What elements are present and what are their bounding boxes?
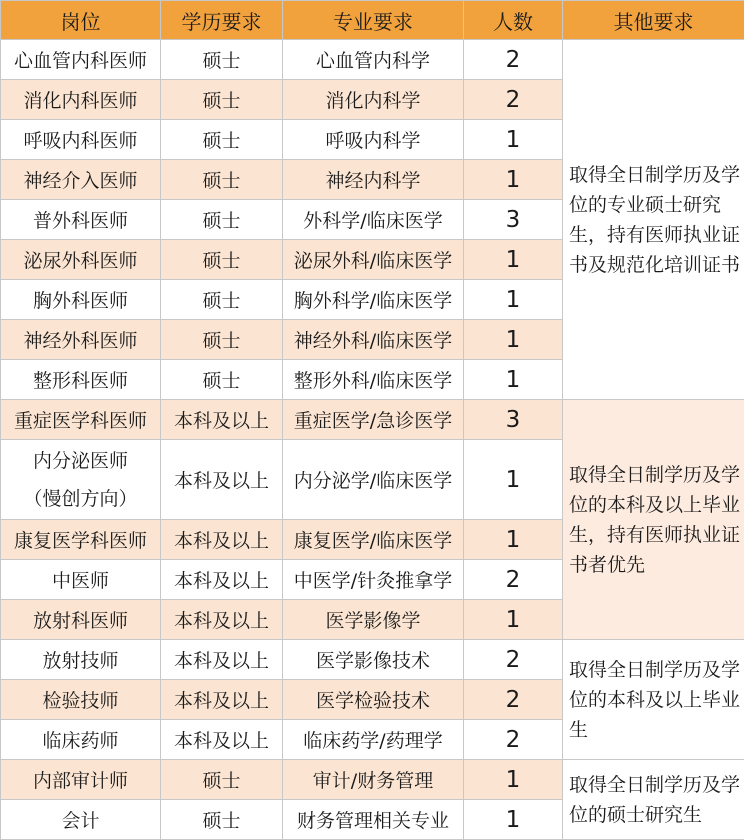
- cell-education: 硕士: [161, 120, 283, 160]
- cell-education: 本科及以上: [161, 560, 283, 600]
- cell-education: 硕士: [161, 200, 283, 240]
- cell-major: 心血管内科学: [283, 40, 464, 80]
- cell-post: 放射技师: [1, 640, 161, 680]
- cell-education: 本科及以上: [161, 640, 283, 680]
- cell-post-line1: 内分泌医师: [32, 449, 128, 472]
- cell-education: 硕士: [161, 240, 283, 280]
- cell-count: 1: [464, 760, 563, 800]
- cell-major: 医学影像学: [283, 600, 464, 640]
- cell-other-requirements: 取得全日制学历及学位的本科及以上毕业生: [563, 640, 744, 760]
- cell-count: 2: [464, 720, 563, 760]
- cell-major: 康复医学/临床医学: [283, 520, 464, 560]
- cell-post: 呼吸内科医师: [1, 120, 161, 160]
- cell-major: 医学影像技术: [283, 640, 464, 680]
- cell-count: 1: [464, 280, 563, 320]
- cell-major: 医学检验技术: [283, 680, 464, 720]
- cell-count: 2: [464, 80, 563, 120]
- cell-post: 普外科医师: [1, 200, 161, 240]
- cell-post: 胸外科医师: [1, 280, 161, 320]
- cell-post: 神经外科医师: [1, 320, 161, 360]
- cell-major: 中医学/针灸推拿学: [283, 560, 464, 600]
- cell-count: 2: [464, 640, 563, 680]
- cell-major: 临床药学/药理学: [283, 720, 464, 760]
- cell-education: 本科及以上: [161, 680, 283, 720]
- cell-education: 硕士: [161, 800, 283, 840]
- cell-count: 1: [464, 800, 563, 840]
- cell-count: 1: [464, 320, 563, 360]
- cell-education: 本科及以上: [161, 400, 283, 440]
- cell-count: 1: [464, 520, 563, 560]
- cell-post: 康复医学科医师: [1, 520, 161, 560]
- cell-major: 财务管理相关专业: [283, 800, 464, 840]
- header-count: 人数: [464, 1, 563, 40]
- table-row: [1, 760, 744, 800]
- cell-count: 1: [464, 240, 563, 280]
- cell-count: 2: [464, 560, 563, 600]
- header-major: 专业要求: [283, 1, 464, 40]
- cell-post: 内部审计师: [1, 760, 161, 800]
- cell-education: 本科及以上: [161, 720, 283, 760]
- cell-education: 本科及以上: [161, 600, 283, 640]
- cell-count: 1: [464, 440, 563, 520]
- cell-education: 硕士: [161, 160, 283, 200]
- cell-post: 消化内科医师: [1, 80, 161, 120]
- cell-major: 整形外科/临床医学: [283, 360, 464, 400]
- cell-post: 放射科医师: [1, 600, 161, 640]
- cell-education: 硕士: [161, 40, 283, 80]
- cell-post: 会计: [1, 800, 161, 840]
- cell-education: 硕士: [161, 320, 283, 360]
- header-post: 岗位: [1, 1, 161, 40]
- table-row: [1, 640, 744, 680]
- cell-post: 整形科医师: [1, 360, 161, 400]
- cell-major: 泌尿外科/临床医学: [283, 240, 464, 280]
- cell-major: 呼吸内科学: [283, 120, 464, 160]
- cell-education: 硕士: [161, 360, 283, 400]
- header-row: [1, 1, 744, 40]
- cell-post-line2: （慢创方向）: [23, 487, 138, 510]
- cell-major: 审计/财务管理: [283, 760, 464, 800]
- cell-major: 重症医学/急诊医学: [283, 400, 464, 440]
- table-row: [1, 400, 744, 440]
- cell-count: 2: [464, 680, 563, 720]
- header-other: 其他要求: [563, 1, 744, 40]
- cell-post: 中医师: [1, 560, 161, 600]
- cell-count: 2: [464, 40, 563, 80]
- cell-count: 3: [464, 200, 563, 240]
- cell-post: 泌尿外科医师: [1, 240, 161, 280]
- cell-education: 硕士: [161, 280, 283, 320]
- header-education: 学历要求: [161, 1, 283, 40]
- cell-post: 神经介入医师: [1, 160, 161, 200]
- cell-major: 神经内科学: [283, 160, 464, 200]
- cell-major: 神经外科/临床医学: [283, 320, 464, 360]
- cell-post: 心血管内科医师: [1, 40, 161, 80]
- cell-education: 本科及以上: [161, 520, 283, 560]
- cell-major: 胸外科学/临床医学: [283, 280, 464, 320]
- cell-count: 1: [464, 360, 563, 400]
- cell-post: [1, 440, 161, 520]
- table-row: [1, 40, 744, 80]
- cell-count: 1: [464, 160, 563, 200]
- cell-post: 临床药师: [1, 720, 161, 760]
- cell-post: 重症医学科医师: [1, 400, 161, 440]
- cell-major: 外科学/临床医学: [283, 200, 464, 240]
- cell-education: 硕士: [161, 760, 283, 800]
- cell-post: 检验技师: [1, 680, 161, 720]
- cell-other-requirements: 取得全日制学历及学位的本科及以上毕业生，持有医师执业证书者优先: [563, 400, 744, 640]
- cell-count: 1: [464, 600, 563, 640]
- cell-other-requirements: 取得全日制学历及学位的硕士研究生: [563, 760, 744, 840]
- cell-education: 硕士: [161, 80, 283, 120]
- cell-count: 3: [464, 400, 563, 440]
- cell-other-requirements: 取得全日制学历及学位的专业硕士研究生，持有医师执业证书及规范化培训证书: [563, 40, 744, 400]
- cell-education: 本科及以上: [161, 440, 283, 520]
- cell-count: 1: [464, 120, 563, 160]
- cell-major: 内分泌学/临床医学: [283, 440, 464, 520]
- cell-major: 消化内科学: [283, 80, 464, 120]
